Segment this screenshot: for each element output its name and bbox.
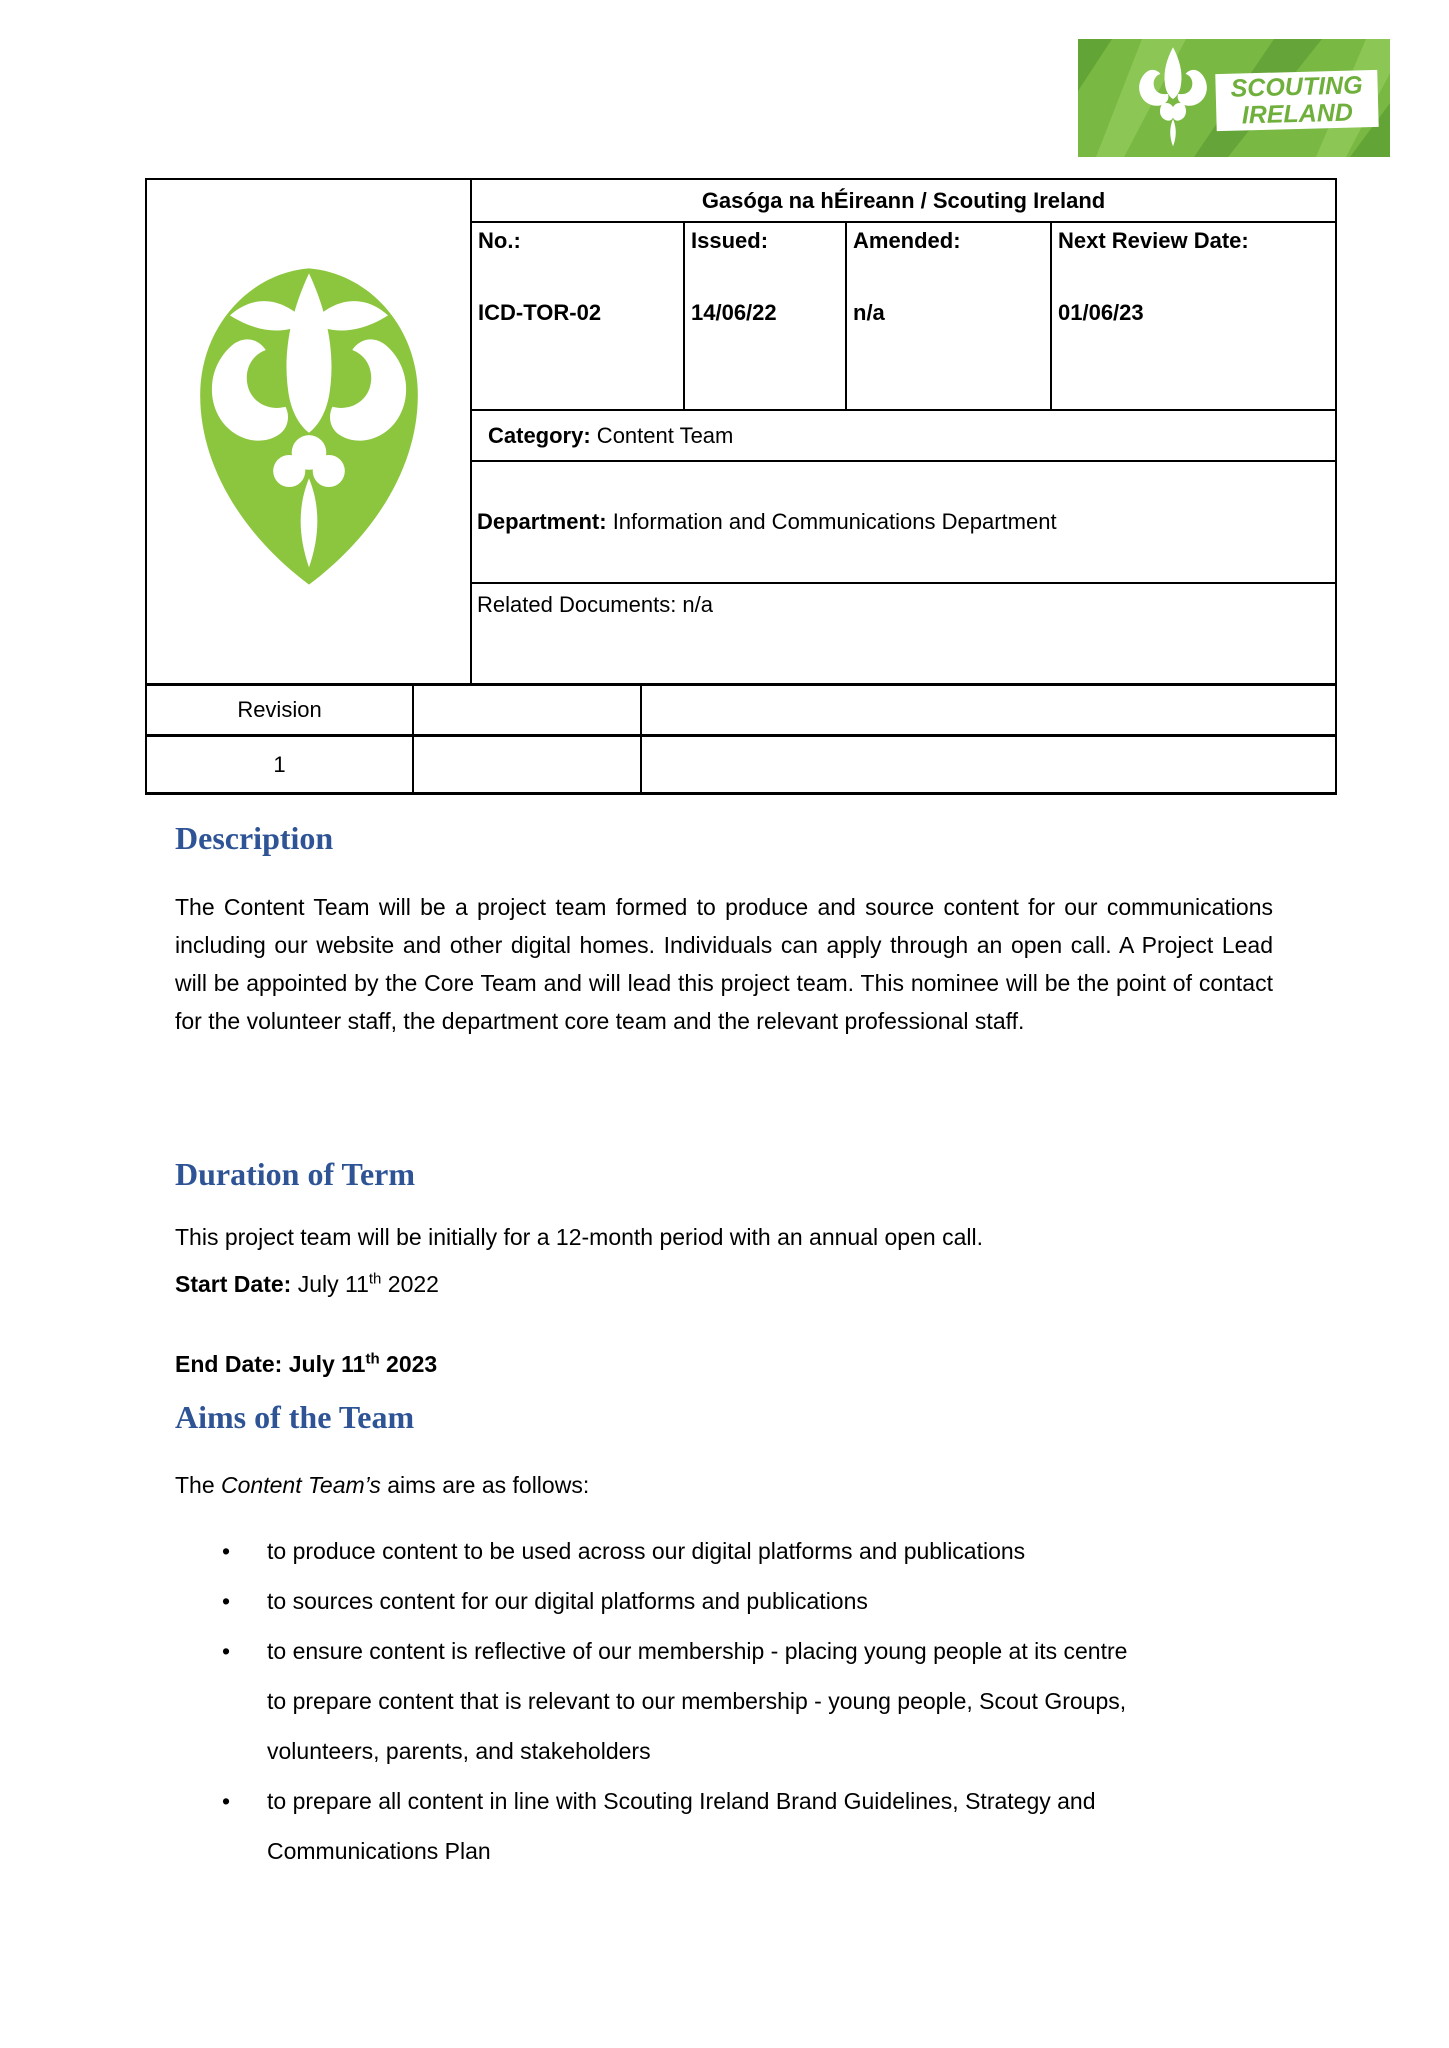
aims-bullet-text: to ensure content is reflective of our membership - placing young people at its centre bbox=[267, 1638, 1128, 1664]
revision-label-cell: Revision bbox=[146, 685, 413, 736]
aims-bullet-text: to prepare all content in line with Scouting Ireland Brand Guidelines, Strategy and bbox=[267, 1788, 1096, 1814]
category-value: Content Team bbox=[590, 422, 734, 448]
aims-heading: Aims of the Team bbox=[175, 1399, 415, 1435]
field-next-review-value: 01/06/23 bbox=[1058, 300, 1144, 325]
aims-bullet-line bbox=[175, 1826, 1273, 1876]
department-value: Information and Communications Department bbox=[606, 509, 1057, 534]
field-next-review bbox=[1051, 222, 1336, 410]
field-issued bbox=[684, 222, 846, 410]
duration-heading: Duration of Term bbox=[175, 1156, 415, 1192]
aims-bullet-line bbox=[175, 1526, 1273, 1576]
field-no bbox=[471, 222, 684, 410]
aims-intro-post: aims are as follows: bbox=[380, 1472, 590, 1498]
field-no-label: No.: bbox=[478, 228, 521, 253]
category-row bbox=[471, 410, 1336, 461]
aims-intro bbox=[175, 1470, 1273, 1500]
revision-empty-cell bbox=[413, 736, 641, 794]
bullet-icon: • bbox=[222, 1788, 231, 1814]
related-documents-row: Related Documents: n/a bbox=[471, 583, 1336, 684]
emblem-cell bbox=[146, 179, 471, 684]
end-date-value: July 11 bbox=[282, 1351, 366, 1377]
revision-value-cell: 1 bbox=[146, 736, 413, 794]
document-control-table bbox=[145, 178, 1337, 685]
end-date-line bbox=[175, 1349, 1273, 1379]
field-issued-label: Issued: bbox=[691, 228, 769, 253]
department-label: Department: bbox=[477, 509, 607, 534]
aims-bullet-text: Communications Plan bbox=[267, 1838, 491, 1864]
description-paragraph: The Content Team will be a project team formed to produce and source content for our communications including our website and other digital homes. Individuals can apply through an open call. A Project Lead will be appointed by the Core Team and will lead this project team. This nominee will be the point of contact for the volunteer staff, the department core team and the relevant professional staff. bbox=[175, 894, 1273, 1034]
field-amended-label: Amended: bbox=[853, 228, 961, 253]
duration-intro: This project team will be initially for a 12-month period with an annual open call. bbox=[175, 1224, 983, 1250]
aims-bullet-line bbox=[175, 1726, 1273, 1776]
aims-bullet-line bbox=[175, 1676, 1273, 1726]
bullet-icon bbox=[222, 1676, 267, 1726]
aims-bullet-text: volunteers, parents, and stakeholders bbox=[267, 1738, 651, 1764]
field-amended-value: n/a bbox=[853, 300, 885, 325]
field-issued-value: 14/06/22 bbox=[691, 300, 777, 325]
department-row bbox=[471, 461, 1336, 583]
banner-text-line2: IRELAND bbox=[1241, 98, 1354, 130]
revision-table bbox=[145, 683, 1337, 795]
description-heading: Description bbox=[175, 820, 334, 856]
start-date-value: July 11 bbox=[291, 1271, 369, 1297]
end-date-ordinal: th bbox=[365, 1350, 380, 1368]
aims-bullet-text: to produce content to be used across our digital platforms and publications bbox=[267, 1538, 1026, 1564]
end-date-year: 2023 bbox=[379, 1351, 438, 1377]
start-date-ordinal: th bbox=[368, 1270, 382, 1288]
org-title: Gasóga na hÉireann / Scouting Ireland bbox=[471, 179, 1336, 222]
bullet-icon: • bbox=[222, 1588, 231, 1614]
bullet-icon: • bbox=[222, 1538, 231, 1564]
scouting-ireland-emblem-icon bbox=[185, 261, 433, 597]
revision-empty-cell bbox=[641, 685, 1336, 736]
aims-bullet-line bbox=[175, 1576, 1273, 1626]
banner-text-line1: SCOUTING bbox=[1230, 71, 1363, 103]
aims-bullet-line bbox=[175, 1776, 1273, 1826]
start-date-label: Start Date: bbox=[175, 1271, 292, 1297]
field-no-value: ICD-TOR-02 bbox=[478, 300, 602, 325]
aims-bullet-text: to prepare content that is relevant to our membership - young people, Scout Groups, bbox=[267, 1688, 1127, 1714]
aims-bullet-line bbox=[175, 1626, 1273, 1676]
field-next-review-label: Next Review Date: bbox=[1058, 228, 1249, 253]
start-date-line bbox=[175, 1269, 1273, 1299]
bullet-icon: • bbox=[222, 1638, 231, 1664]
aims-intro-italic: Content Team’s bbox=[221, 1472, 381, 1498]
revision-empty-cell bbox=[641, 736, 1336, 794]
aims-intro-pre: The bbox=[175, 1472, 222, 1498]
bullet-icon bbox=[222, 1726, 267, 1776]
category-label: Category: bbox=[488, 422, 591, 448]
aims-bullet-text: to sources content for our digital platforms and publications bbox=[267, 1588, 868, 1614]
revision-empty-cell bbox=[413, 685, 641, 736]
bullet-icon bbox=[222, 1826, 267, 1876]
end-date-label: End Date: bbox=[175, 1351, 283, 1377]
start-date-year: 2022 bbox=[381, 1271, 439, 1297]
scouting-ireland-banner-logo bbox=[1078, 39, 1390, 157]
field-amended bbox=[846, 222, 1051, 410]
aims-bullet-list bbox=[175, 1526, 1273, 1876]
scouting-ireland-banner-graphic bbox=[1078, 39, 1390, 157]
